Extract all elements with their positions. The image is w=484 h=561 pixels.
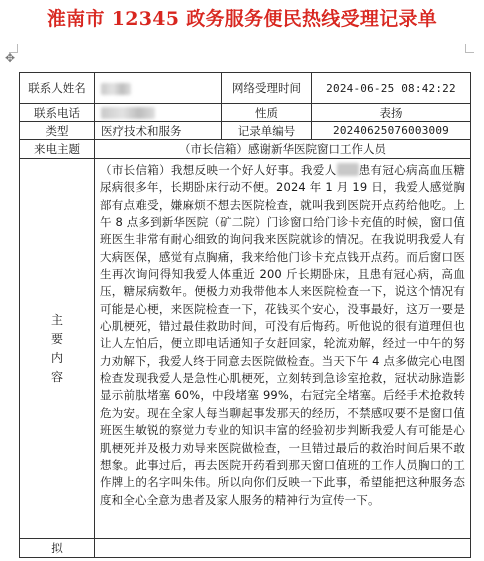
- subject-label: 来电主题: [20, 140, 95, 159]
- move-handle-icon[interactable]: ✥: [4, 51, 16, 65]
- row-type: [20, 122, 471, 140]
- nature-value: 表扬: [312, 104, 471, 122]
- receive-time-value: 2024-06-25 08:42:22: [312, 73, 471, 104]
- contact-name-label: 联系人姓名: [20, 73, 95, 104]
- subject-value: （市长信箱）感谢新华医院窗口工作人员: [95, 140, 471, 159]
- row-contact-name: [20, 73, 471, 104]
- row-subject: [20, 140, 471, 159]
- record-no-value: 20240625076003009: [312, 122, 471, 140]
- contact-phone-label: 联系电话: [20, 104, 95, 122]
- type-value: 医疗技术和服务: [95, 122, 222, 140]
- form-title: 淮南市 12345 政务服务便民热线受理记录单: [46, 8, 438, 30]
- next-label: 拟: [20, 539, 95, 558]
- redacted-text: [337, 163, 359, 176]
- row-content: [20, 159, 471, 539]
- content-part-1: （市长信箱）我想反映一个好人好事。我爱人: [100, 163, 337, 177]
- row-contact-phone: [20, 104, 471, 122]
- record-table: [19, 72, 471, 558]
- contact-phone-value: [95, 104, 222, 122]
- record-no-label: 记录单编号: [222, 122, 312, 140]
- redacted-name: [101, 83, 131, 95]
- content-part-2: 患有冠心病高血压糖尿病很多年，长期卧床行动不便。2024 年 1 月 19 日，我爱人感觉胸部有点难受，嫌麻烦不想去医院检查，就叫我到医院开点药给他吃。上午 8 点多到新华医院（矿二院）门诊窗口给门诊卡充值的时候，窗口值班医生非常有耐心细致的询问我来医院就诊的情况。在我说明我爱人有大病医保，感觉有点胸痛，我来给他门诊卡充点钱开点药。而后窗口医生再次询问得知我爱人体重近 200 斤长期卧床，且患有冠心病，高血压，糖尿病数年。便极力劝我带他本人来医院检查一下，说这个情况有可能是心梗，来医院检查一下，花钱买个安心，没事最好，这万一要是心肌梗死，错过最佳救助时间，可没有后悔药。听他说的很有道理但也让人左怕后，便立即电话通知子女赶回家，轮流劝解，经过一中午的努力劝解下，我爱人终于同意去医院做检查。当天下午 4 点多做完心电图检查发现我爱人是急性心肌梗死，立刻转到急诊室抢救，冠状动脉造影显示前肽堵塞 60%，中段堵塞 99%，右冠完全堵塞。后经手术抢救转危为安。现在全家人每当聊起事发那天的经历，不禁感叹要不是窗口值班医生敏锐的察觉力专业的知识丰富的经验初步判断我爱人有可能是心肌梗死并及极力劝导来医院做检查，一旦错过最后的救治时间后果不敢想象。此事过后，再去医院开药看到那天窗口值班的工作人员胸口的工作牌上的名字叫朱伟。所以向你们反映一下此事，希望能把这种服务态度和全心全意为患者及家人服务的精神行为宣传一下。: [100, 163, 465, 507]
- type-label: 类型: [20, 122, 95, 140]
- content-label-text: 主要内容: [50, 312, 63, 384]
- corner-mark-right: [465, 44, 474, 53]
- redacted-phone: [101, 107, 155, 119]
- receive-time-label: 网络受理时间: [222, 73, 312, 104]
- nature-label: 性质: [222, 104, 312, 122]
- row-next: [20, 539, 471, 558]
- contact-name-value: [95, 73, 222, 104]
- next-value: [95, 539, 471, 558]
- content-label: [20, 159, 95, 539]
- content-text: [95, 159, 471, 539]
